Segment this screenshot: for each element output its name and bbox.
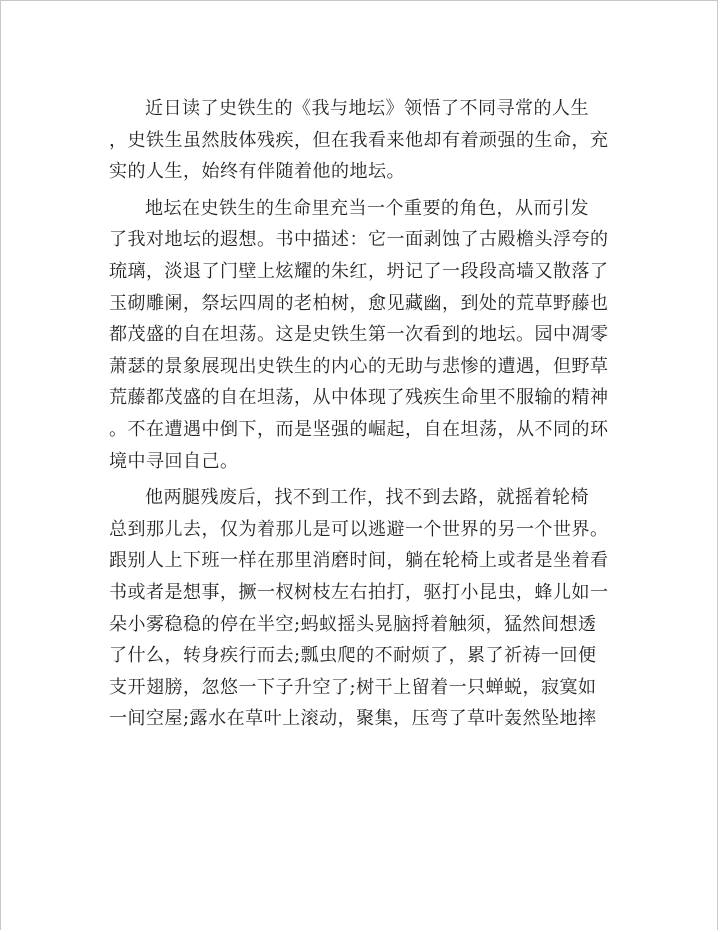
text-line: 境中寻回自己。: [109, 450, 239, 472]
text-line: 他两腿残废后，找不到工作，找不到去路，就摇着轮椅: [145, 487, 589, 509]
text-line: 玉砌雕阑，祭坛四周的老柏树，愈见藏幽，到处的荒草野藤也: [109, 292, 609, 314]
text-line: 了我对地坛的遐想。书中描述：它一面剥蚀了古殿檐头浮夸的: [109, 229, 609, 251]
text-line: 实的人生，始终有伴随着他的地坛。: [109, 161, 405, 183]
text-line: 萧瑟的景象展现出史铁生的内心的无助与悲惨的遭遇，但野草: [109, 355, 609, 377]
text-line: 都茂盛的自在坦荡。这是史铁生第一次看到的地坛。园中凋零: [109, 324, 609, 346]
text-line: 了什么，转身疾行而去;瓢虫爬的不耐烦了，累了祈祷一回便: [109, 645, 597, 667]
text-line: 荒藤都茂盛的自在坦荡，从中体现了残疾生命里不服输的精神: [109, 387, 609, 409]
text-line: 书或者是想事，撅一杈树枝左右拍打，驱打小昆虫，蜂儿如一: [109, 581, 609, 603]
text-line: 。不在遭遇中倒下，而是坚强的崛起，自在坦荡，从不同的环: [109, 418, 609, 440]
paragraph-2: [109, 193, 614, 477]
text-line: 一间空屋;露水在草叶上滚动，聚集，压弯了草叶轰然坠地摔: [109, 708, 597, 730]
text-line: 朵小雾稳稳的停在半空;蚂蚁摇头晃脑捋着触须，猛然间想透: [109, 613, 597, 635]
text-line: 近日读了史铁生的《我与地坛》领悟了不同寻常的人生: [145, 98, 589, 119]
text-line: 地坛在史铁生的生命里充当一个重要的角色，从而引发: [145, 197, 589, 219]
paragraph-1: [109, 93, 614, 188]
document-body: [109, 93, 614, 740]
text-line: 支开翅膀，忽悠一下子升空了;树干上留着一只蝉蜕，寂寞如: [109, 676, 597, 698]
text-line: 琉璃，淡退了门壁上炫耀的朱红，坍记了一段段高墙又散落了: [109, 260, 609, 282]
paragraph-3: [109, 482, 614, 735]
text-line: 总到那儿去，仅为着那儿是可以逃避一个世界的另一个世界。: [109, 518, 609, 540]
text-line: 跟别人上下班一样在那里消磨时间，躺在轮椅上或者是坐着看: [109, 550, 609, 572]
text-line: ，史铁生虽然肢体残疾，但在我看来他却有着顽强的生命，充: [109, 129, 609, 151]
